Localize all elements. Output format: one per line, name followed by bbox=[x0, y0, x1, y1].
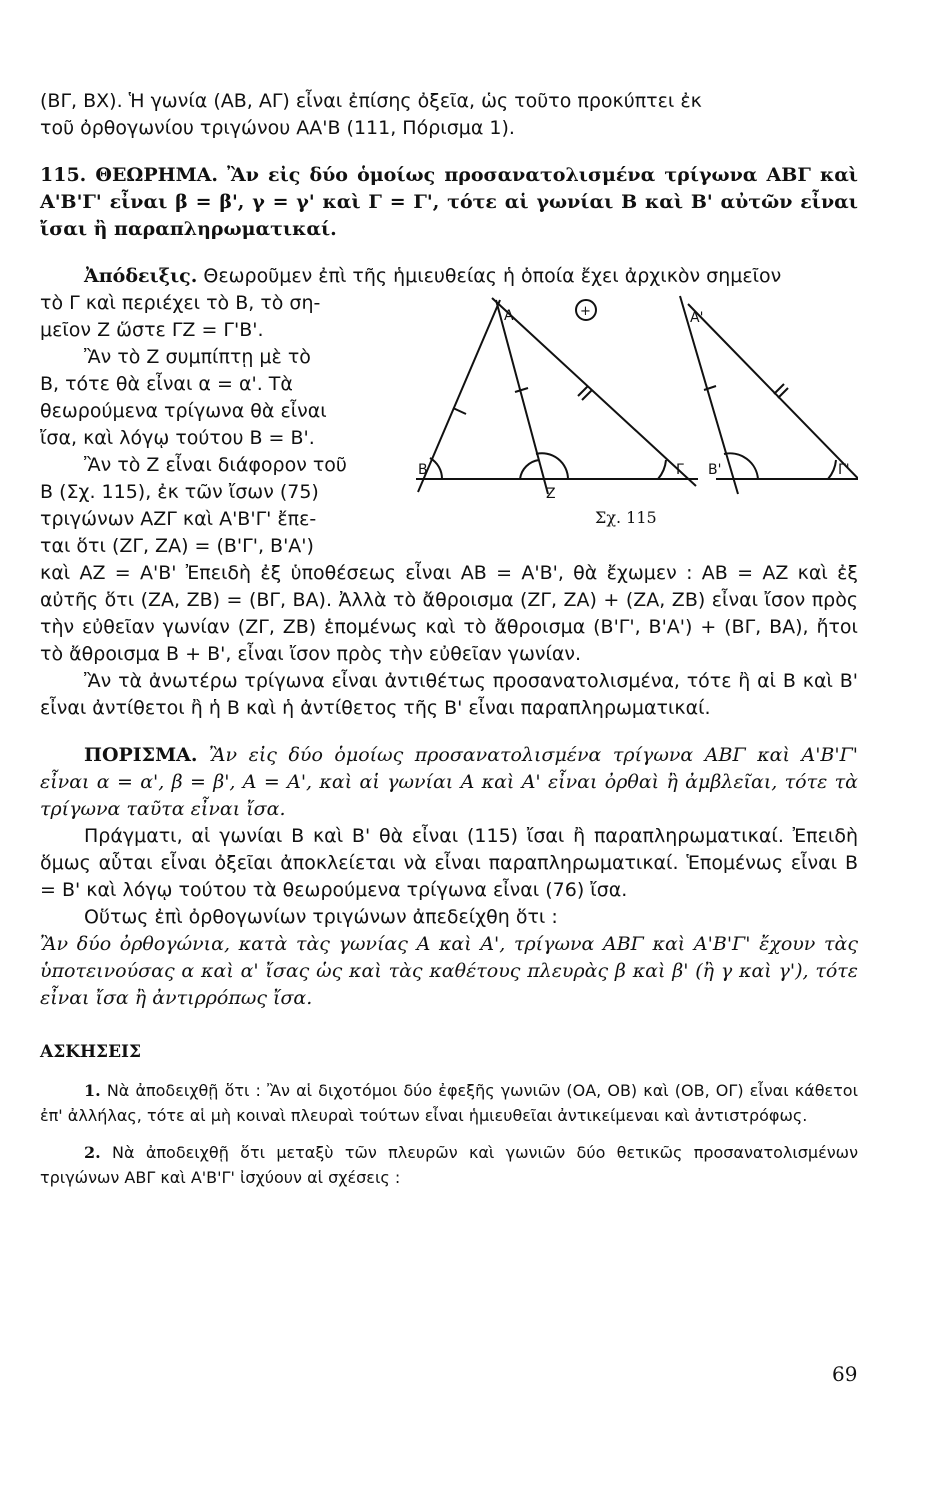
proof-heading: Ἀπόδειξις. bbox=[84, 265, 198, 287]
label-Z: Z bbox=[546, 486, 556, 502]
figure-section bbox=[40, 290, 858, 560]
exercise-text: Νὰ ἀποδειχθῇ ὅτι : Ἂν αἱ διχοτόμοι δύο ἐφεξῆς γωνιῶν (ΟΑ, ΟΒ) καὶ (ΟΒ, ΟΓ) εἶναι κάθετοι ἐπ' ἀλλήλας, τότε αἱ μὴ κοιναὶ πλευραὶ τούτων εἶναι ἡμιευθεῖαι ἀντικείμεναι καὶ ἀντιστρόφως. bbox=[40, 1081, 858, 1125]
proof-first-line bbox=[40, 263, 858, 290]
arc-Gp bbox=[828, 460, 836, 479]
label-A: A bbox=[504, 308, 514, 324]
label-plus: + bbox=[580, 304, 591, 319]
side-line: ται ὅτι (ΖΓ, ΖΑ) = (Β'Γ', Β'Α') bbox=[40, 535, 314, 557]
page-number: 69 bbox=[832, 1362, 858, 1386]
intro-line-2: τοῦ ὀρθογωνίου τριγώνου ΑΑ'Β (111, Πόρισμα 1). bbox=[40, 117, 515, 139]
proof-continuation: καὶ ΑΖ = Α'Β' Ἐπειδὴ ἐξ ὑποθέσεως εἶναι ΑΒ = Α'Β', θὰ ἔχωμεν : ΑΒ = ΑΖ καὶ ἐξ αὐτῆς ὅτι (ΖΑ, ΖΒ) = (ΒΓ, ΒΑ). Ἀλλὰ τὸ ἄθροισμα (ΖΓ, ΖΑ) + (ΖΑ, ΖΒ) εἶναι ἴσον πρὸς τὴν εὐθεῖαν γωνίαν (ΖΓ, ΖΒ) ἑπομένως καὶ τὸ ἄθροισμα (Β'Γ', Β'Α') + (ΒΓ, ΒΑ), ἤτοι τὸ ἄθροισμα Β + Β', εἶναι ἴσον πρὸς τὴν εὐθεῖαν γωνίαν. bbox=[40, 562, 858, 665]
exercise-number: 1. bbox=[84, 1081, 101, 1100]
label-G: Γ bbox=[676, 462, 684, 478]
side-line: τριγώνων ΑΖΓ καὶ Α'Β'Γ' ἔπε- bbox=[40, 508, 317, 530]
intro-line-1: (ΒΓ, ΒΧ). Ἡ γωνία (ΑΒ, ΑΓ) εἶναι ἐπίσης ὀξεῖα, ὡς τοῦτο προκύπτει ἐκ bbox=[40, 90, 702, 112]
line-AZ bbox=[496, 300, 548, 494]
corollary-label: ΠΟΡΙΣΜΑ. bbox=[84, 744, 198, 766]
exercise-2 bbox=[40, 1140, 858, 1190]
proof-side-text bbox=[40, 290, 408, 560]
corollary bbox=[40, 742, 858, 823]
side-line: Β (Σχ. 115), ἐκ τῶν ἴσων (75) bbox=[40, 481, 319, 503]
corollary-proved: Οὕτως ἐπὶ ὀρθογωνίων τριγώνων ἀπεδείχθη ὅτι : bbox=[84, 906, 558, 928]
side-line: τὸ Γ καὶ περιέχει τὸ Β, τὸ ση- bbox=[40, 292, 321, 314]
theorem-statement: Ἂν εἰς δύο ὁμοίως προσανατολισμένα τρίγωνα ΑΒΓ καὶ Α'Β'Γ' εἶναι β = β', γ = γ' καὶ Γ = Γ', τότε αἱ γωνίαι Β καὶ Β' αὐτῶν εἶναι ἴσαι ἢ παραπληρωματικαί. bbox=[40, 164, 859, 240]
exercise-text: Νὰ ἀποδειχθῇ ὅτι μεταξὺ τῶν πλευρῶν καὶ γωνιῶν δύο θετικῶς προσανατολισμένων τριγώνων ΑΒΓ καὶ Α'Β'Γ' ἰσχύουν αἱ σχέσεις : bbox=[40, 1143, 859, 1187]
line-AG bbox=[492, 298, 696, 486]
side-line: Ἂν τὸ Ζ εἶναι διάφορον τοῦ bbox=[84, 454, 347, 476]
figure-caption: Σχ. 115 bbox=[595, 508, 657, 527]
label-A-prime: A' bbox=[690, 310, 704, 326]
exercises-heading: ΑΣΚΗΣΕΙΣ bbox=[40, 1042, 141, 1062]
label-B-prime: B' bbox=[708, 462, 722, 478]
proof-first-text: Θεωροῦμεν ἐπὶ τῆς ἡμιευθείας ἡ ὁποία ἔχει ἀρχικὸν σημεῖον bbox=[203, 265, 782, 287]
label-G-prime: Γ' bbox=[838, 462, 850, 478]
theorem-115 bbox=[40, 162, 858, 243]
right-triangles-statement: Ἂν δύο ὀρθογώνια, κατὰ τὰς γωνίας Α καὶ Α', τρίγωνα ΑΒΓ καὶ Α'Β'Γ' ἔχουν τὰς ὑποτεινούσας α καὶ α' ἴσας ὡς καὶ τὰς καθέτους πλευρὰς β καὶ β' (ἢ γ καὶ γ'), τότε εἶναι ἴσα ἢ ἀντιρρόπως ἴσα. bbox=[40, 933, 858, 1009]
exercise-1 bbox=[40, 1078, 858, 1128]
proof-opposite: Ἂν τὰ ἀνωτέρω τρίγωνα εἶναι ἀντιθέτως προσανατολισμένα, τότε ἢ αἱ Β καὶ Β' εἶναι ἀντίθετοι ἢ ἡ Β καὶ ἡ ἀντίθετος τῆς Β' εἶναι παραπληρωματικαί. bbox=[40, 670, 858, 719]
theorem-label: 115. ΘΕΩΡΗΜΑ. bbox=[40, 164, 218, 186]
side-line: ἴσα, καὶ λόγῳ τούτου Β = Β'. bbox=[40, 427, 315, 449]
line-AB bbox=[418, 300, 500, 492]
figure-115 bbox=[408, 294, 858, 514]
side-line: θεωρούμενα τρίγωνα θὰ εἶναι bbox=[40, 400, 327, 422]
side-line: Ἂν τὸ Ζ συμπίπτῃ μὲ τὸ bbox=[84, 346, 311, 368]
arc-G bbox=[658, 460, 666, 479]
page-content bbox=[40, 88, 858, 1190]
corollary-proof: Πράγματι, αἱ γωνίαι Β καὶ Β' θὰ εἶναι (115) ἴσαι ἢ παραπληρωματικαί. Ἐπειδὴ ὅμως αὗται εἶναι ὀξεῖαι ἀποκλείεται νὰ εἶναι παραπληρωματικαί. Ἑπομένως εἶναι Β = Β' καὶ λόγῳ τούτου τὰ θεωρούμενα τρίγωνα εἶναι (76) ἴσα. bbox=[40, 825, 858, 901]
side-line: μεῖον Ζ ὥστε ΓΖ = Γ'Β'. bbox=[40, 319, 264, 341]
side-line: Β, τότε θὰ εἶναι α = α'. Τὰ bbox=[40, 373, 293, 395]
tick-AB bbox=[453, 408, 466, 414]
exercise-number: 2. bbox=[84, 1143, 101, 1162]
corollary-statement: Ἂν εἰς δύο ὁμοίως προσανατολισμένα τρίγωνα ΑΒΓ καὶ Α'Β'Γ' εἶναι α = α', β = β', Α = Α', καὶ αἱ γωνίαι Α καὶ Α' εἶναι ὀρθαὶ ἢ ἀμβλεῖαι, τότε τὰ τρίγωνα ταῦτα εἶναι ἴσα. bbox=[40, 744, 859, 820]
label-B: B bbox=[418, 462, 428, 478]
arc-Z bbox=[520, 460, 539, 479]
